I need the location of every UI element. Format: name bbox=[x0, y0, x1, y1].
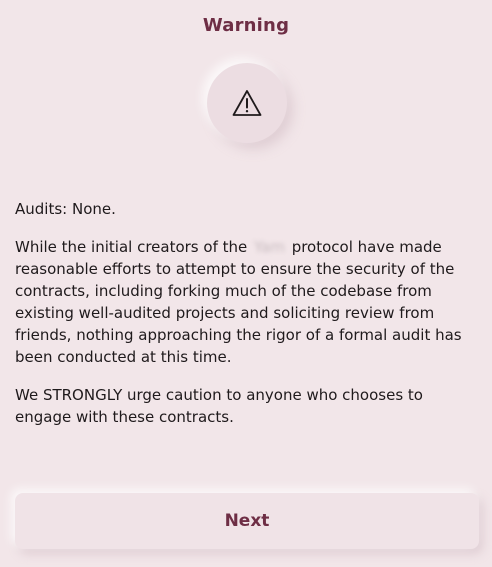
warning-paragraph-caution: We STRONGLY urge caution to anyone who chooses to engage with these contracts. bbox=[15, 386, 423, 426]
paragraph-text-end: protocol have made reasonable efforts to attempt to ensure the security of the contracts, including forking much of the codebase from existing well-audited projects and soliciting review from friends, nothing approaching the rigor of a formal audit has been conducted at this time. bbox=[15, 238, 462, 366]
audits-status: Audits: None. bbox=[15, 200, 116, 218]
warning-triangle-icon bbox=[232, 89, 262, 117]
redacted-protocol-name: Yam bbox=[254, 238, 285, 256]
warning-paragraph-security bbox=[15, 236, 481, 368]
paragraph-text-start: While the initial creators of the bbox=[15, 238, 248, 256]
warning-content bbox=[15, 198, 481, 444]
warning-icon-container bbox=[207, 63, 287, 143]
dialog-title: Warning bbox=[202, 15, 290, 36]
next-button[interactable]: Next bbox=[15, 493, 479, 549]
